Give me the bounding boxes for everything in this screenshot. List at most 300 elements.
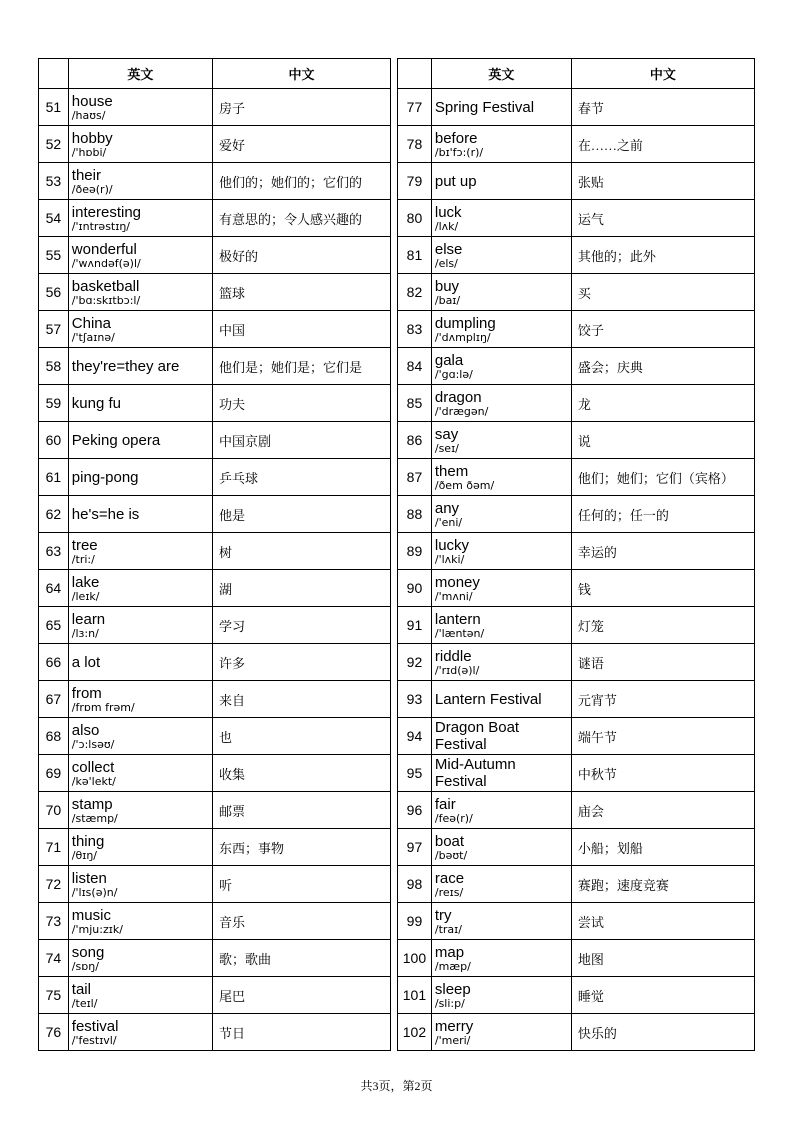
english-word: their [71, 166, 101, 184]
phonetic-transcription: /sli:p/ [434, 996, 465, 1010]
row-number: 78 [398, 126, 432, 163]
phonetic-transcription: /'meri/ [434, 1033, 471, 1047]
english-word-cell [68, 977, 212, 1014]
row-number: 94 [398, 718, 432, 755]
table-row [398, 607, 755, 644]
chinese-meaning: 中秋节 [571, 755, 754, 792]
table-row [398, 385, 755, 422]
table-row [398, 533, 755, 570]
english-word: merry [434, 1017, 474, 1035]
chinese-meaning: 他们的；她们的；它们的 [212, 163, 390, 200]
english-word: listen [71, 869, 107, 887]
english-word: Mid-Autumn Festival [434, 756, 516, 790]
english-word: Dragon Boat Festival [434, 719, 520, 753]
chinese-meaning: 节日 [212, 1014, 390, 1051]
english-column-header: 英文 [431, 59, 571, 89]
english-word: kung fu [71, 394, 122, 412]
english-word-cell [68, 755, 212, 792]
english-word: thing [71, 832, 105, 850]
row-number: 58 [39, 348, 69, 385]
chinese-meaning: 庙会 [571, 792, 754, 829]
chinese-meaning: 歌；歌曲 [212, 940, 390, 977]
english-word-cell [68, 792, 212, 829]
english-word: Spring Festival [434, 98, 535, 116]
english-word: riddle [434, 647, 472, 665]
row-number: 70 [39, 792, 69, 829]
row-number: 56 [39, 274, 69, 311]
row-number: 84 [398, 348, 432, 385]
english-word-cell [431, 681, 571, 718]
row-number: 90 [398, 570, 432, 607]
english-word-cell [431, 126, 571, 163]
english-word-cell [431, 496, 571, 533]
phonetic-transcription: /haʊs/ [71, 108, 106, 122]
row-number: 77 [398, 89, 432, 126]
row-number: 71 [39, 829, 69, 866]
row-number: 76 [39, 1014, 69, 1051]
table-row [398, 644, 755, 681]
english-word-cell [431, 829, 571, 866]
english-word: lucky [434, 536, 470, 554]
phonetic-transcription: /'festɪvl/ [71, 1033, 117, 1047]
phonetic-transcription: /reɪs/ [434, 885, 464, 899]
table-row [39, 977, 391, 1014]
chinese-meaning: 房子 [212, 89, 390, 126]
phonetic-transcription: /'gɑ:lə/ [434, 367, 473, 381]
phonetic-transcription: /lɜ:n/ [71, 626, 99, 640]
english-word: dumpling [434, 314, 496, 332]
row-number: 87 [398, 459, 432, 496]
english-word-cell [431, 866, 571, 903]
table-row [39, 348, 391, 385]
row-number: 51 [39, 89, 69, 126]
chinese-meaning: 中国京剧 [212, 422, 390, 459]
english-word: money [434, 573, 480, 591]
english-word: festival [71, 1017, 119, 1035]
chinese-meaning: 来自 [212, 681, 390, 718]
phonetic-transcription: /ðeə(r)/ [71, 182, 113, 196]
phonetic-transcription: /tri:/ [71, 552, 95, 566]
row-number: 82 [398, 274, 432, 311]
phonetic-transcription: /mæp/ [434, 959, 471, 973]
english-word: dragon [434, 388, 482, 406]
table-row [398, 718, 755, 755]
row-number: 101 [398, 977, 432, 1014]
chinese-meaning: 幸运的 [571, 533, 754, 570]
english-word-cell [431, 200, 571, 237]
table-row [39, 237, 391, 274]
chinese-meaning: 元宵节 [571, 681, 754, 718]
row-number: 81 [398, 237, 432, 274]
english-word: tree [71, 536, 98, 554]
table-row [398, 237, 755, 274]
row-number: 72 [39, 866, 69, 903]
english-word: any [434, 499, 460, 517]
chinese-meaning: 树 [212, 533, 390, 570]
row-number: 100 [398, 940, 432, 977]
table-row [39, 940, 391, 977]
row-number: 60 [39, 422, 69, 459]
english-word: also [71, 721, 100, 739]
row-number: 55 [39, 237, 69, 274]
table-row [39, 311, 391, 348]
row-number: 96 [398, 792, 432, 829]
english-word-cell [68, 496, 212, 533]
row-number: 95 [398, 755, 432, 792]
table-row [39, 200, 391, 237]
english-word: map [434, 943, 465, 961]
table-row [39, 866, 391, 903]
english-word-cell [431, 903, 571, 940]
row-number: 63 [39, 533, 69, 570]
english-word-cell [68, 903, 212, 940]
chinese-meaning: 任何的；任一的 [571, 496, 754, 533]
english-word: Peking opera [71, 431, 161, 449]
english-word-cell [431, 459, 571, 496]
row-number: 79 [398, 163, 432, 200]
phonetic-transcription: /bɪ'fɔ:(r)/ [434, 145, 484, 159]
english-word-cell [68, 940, 212, 977]
english-word-cell [431, 274, 571, 311]
number-column-header [398, 59, 432, 89]
table-row [398, 311, 755, 348]
english-word: lantern [434, 610, 481, 628]
chinese-meaning: 邮票 [212, 792, 390, 829]
row-number: 57 [39, 311, 69, 348]
english-word-cell [431, 348, 571, 385]
english-word: basketball [71, 277, 140, 295]
phonetic-transcription: /leɪk/ [71, 589, 100, 603]
english-word: before [434, 129, 478, 147]
phonetic-transcription: /'eni/ [434, 515, 463, 529]
english-word: a lot [71, 653, 101, 671]
english-word-cell [68, 422, 212, 459]
english-word-cell [68, 718, 212, 755]
chinese-meaning: 听 [212, 866, 390, 903]
phonetic-transcription: /'tʃaɪnə/ [71, 330, 115, 344]
english-word: learn [71, 610, 106, 628]
chinese-meaning: 运气 [571, 200, 754, 237]
english-word: wonderful [71, 240, 137, 258]
phonetic-transcription: /sɒŋ/ [71, 959, 99, 973]
row-number: 65 [39, 607, 69, 644]
english-word-cell [68, 681, 212, 718]
english-word-cell [68, 459, 212, 496]
row-number: 91 [398, 607, 432, 644]
english-word: sleep [434, 980, 471, 998]
chinese-meaning: 许多 [212, 644, 390, 681]
vocabulary-tables [38, 58, 755, 1051]
english-word: he's=he is [71, 505, 140, 523]
number-column-header [39, 59, 69, 89]
row-number: 93 [398, 681, 432, 718]
table-row [39, 422, 391, 459]
english-word-cell [431, 385, 571, 422]
table-row [39, 718, 391, 755]
english-column-header: 英文 [68, 59, 212, 89]
phonetic-transcription: /ðem ðəm/ [434, 478, 495, 492]
chinese-meaning: 有意思的；令人感兴趣的 [212, 200, 390, 237]
phonetic-transcription: /'mju:zɪk/ [71, 922, 123, 936]
vocab-table-left [38, 58, 391, 1051]
header-row [39, 59, 391, 89]
chinese-meaning: 乒乓球 [212, 459, 390, 496]
chinese-meaning: 东西；事物 [212, 829, 390, 866]
table-row [39, 644, 391, 681]
chinese-meaning: 湖 [212, 570, 390, 607]
chinese-meaning: 睡觉 [571, 977, 754, 1014]
english-word: lake [71, 573, 100, 591]
english-word-cell [431, 977, 571, 1014]
chinese-meaning: 音乐 [212, 903, 390, 940]
english-word-cell [431, 422, 571, 459]
english-word: China [71, 314, 111, 332]
table-row [39, 607, 391, 644]
phonetic-transcription: /teɪl/ [71, 996, 98, 1010]
table-row [39, 163, 391, 200]
row-number: 85 [398, 385, 432, 422]
english-word-cell [431, 311, 571, 348]
row-number: 67 [39, 681, 69, 718]
phonetic-transcription: /feə(r)/ [434, 811, 473, 825]
english-word: house [71, 92, 113, 110]
row-number: 61 [39, 459, 69, 496]
chinese-meaning: 龙 [571, 385, 754, 422]
row-number: 73 [39, 903, 69, 940]
table-row [398, 348, 755, 385]
english-word: from [71, 684, 102, 702]
chinese-meaning: 他们；她们；它们（宾格） [571, 459, 754, 496]
row-number: 86 [398, 422, 432, 459]
table-row [39, 274, 391, 311]
english-word: race [434, 869, 465, 887]
english-word: Lantern Festival [434, 690, 542, 708]
english-word-cell [431, 607, 571, 644]
table-row [398, 200, 755, 237]
table-row [398, 940, 755, 977]
table-row [39, 755, 391, 792]
phonetic-transcription: /traɪ/ [434, 922, 462, 936]
english-word: say [434, 425, 459, 443]
table-row [39, 903, 391, 940]
phonetic-transcription: /'lɪs(ə)n/ [71, 885, 118, 899]
chinese-meaning: 他是 [212, 496, 390, 533]
chinese-meaning: 篮球 [212, 274, 390, 311]
chinese-column-header: 中文 [212, 59, 390, 89]
chinese-meaning: 钱 [571, 570, 754, 607]
english-word: ping-pong [71, 468, 139, 486]
table-row [39, 533, 391, 570]
english-word: stamp [71, 795, 113, 813]
phonetic-transcription: /stæmp/ [71, 811, 118, 825]
english-word-cell [68, 644, 212, 681]
chinese-meaning: 赛跑；速度竞赛 [571, 866, 754, 903]
phonetic-transcription: /frɒm frəm/ [71, 700, 135, 714]
phonetic-transcription: /'wʌndəf(ə)l/ [71, 256, 141, 270]
table-row [398, 422, 755, 459]
phonetic-transcription: /'bɑ:skɪtbɔ:l/ [71, 293, 141, 307]
phonetic-transcription: /baɪ/ [434, 293, 461, 307]
table-row [398, 570, 755, 607]
header-row [398, 59, 755, 89]
english-word: collect [71, 758, 115, 776]
phonetic-transcription: /'ɪntrəstɪŋ/ [71, 219, 130, 233]
english-word: song [71, 943, 105, 961]
english-word-cell [431, 533, 571, 570]
english-word-cell [431, 644, 571, 681]
table-row [398, 903, 755, 940]
table-row [398, 1014, 755, 1051]
chinese-meaning: 中国 [212, 311, 390, 348]
table-row [398, 126, 755, 163]
table-row [398, 496, 755, 533]
chinese-meaning: 也 [212, 718, 390, 755]
english-word-cell [431, 718, 571, 755]
row-number: 66 [39, 644, 69, 681]
phonetic-transcription: /lʌk/ [434, 219, 459, 233]
english-word: else [434, 240, 463, 258]
english-word-cell [68, 89, 212, 126]
row-number: 54 [39, 200, 69, 237]
table-row [39, 681, 391, 718]
chinese-meaning: 极好的 [212, 237, 390, 274]
phonetic-transcription: /θɪŋ/ [71, 848, 97, 862]
row-number: 83 [398, 311, 432, 348]
chinese-meaning: 快乐的 [571, 1014, 754, 1051]
table-row [398, 866, 755, 903]
row-number: 98 [398, 866, 432, 903]
chinese-meaning: 其他的；此外 [571, 237, 754, 274]
english-word-cell [68, 126, 212, 163]
english-word-cell [68, 533, 212, 570]
english-word: try [434, 906, 452, 924]
row-number: 92 [398, 644, 432, 681]
english-word-cell [431, 940, 571, 977]
english-word-cell [431, 163, 571, 200]
english-word: they're=they are [71, 357, 180, 375]
english-word-cell [68, 348, 212, 385]
english-word: buy [434, 277, 460, 295]
table-row [398, 829, 755, 866]
english-word-cell [68, 274, 212, 311]
phonetic-transcription: /'mʌni/ [434, 589, 473, 603]
phonetic-transcription: /'hɒbi/ [71, 145, 107, 159]
row-number: 97 [398, 829, 432, 866]
phonetic-transcription: /seɪ/ [434, 441, 459, 455]
chinese-meaning: 功夫 [212, 385, 390, 422]
row-number: 52 [39, 126, 69, 163]
english-word: hobby [71, 129, 113, 147]
table-row [398, 792, 755, 829]
table-row [398, 274, 755, 311]
table-row [39, 829, 391, 866]
english-word: them [434, 462, 469, 480]
vocab-table-right [397, 58, 755, 1051]
english-word-cell [68, 311, 212, 348]
row-number: 69 [39, 755, 69, 792]
english-word-cell [68, 237, 212, 274]
chinese-meaning: 买 [571, 274, 754, 311]
chinese-meaning: 饺子 [571, 311, 754, 348]
row-number: 102 [398, 1014, 432, 1051]
table-row [39, 792, 391, 829]
phonetic-transcription: /'dʌmplɪŋ/ [434, 330, 491, 344]
row-number: 99 [398, 903, 432, 940]
english-word-cell [431, 570, 571, 607]
phonetic-transcription: /'læntən/ [434, 626, 485, 640]
row-number: 88 [398, 496, 432, 533]
english-word: music [71, 906, 111, 924]
phonetic-transcription: /'drægən/ [434, 404, 489, 418]
row-number: 68 [39, 718, 69, 755]
chinese-meaning: 学习 [212, 607, 390, 644]
phonetic-transcription: /'ɔ:lsəʊ/ [71, 737, 115, 751]
english-word-cell [431, 237, 571, 274]
row-number: 64 [39, 570, 69, 607]
table-row [39, 1014, 391, 1051]
chinese-meaning: 在……之前 [571, 126, 754, 163]
phonetic-transcription: /'lʌki/ [434, 552, 465, 566]
english-word: boat [434, 832, 465, 850]
table-row [39, 89, 391, 126]
table-row [398, 459, 755, 496]
row-number: 74 [39, 940, 69, 977]
english-word: interesting [71, 203, 142, 221]
english-word: put up [434, 172, 477, 190]
chinese-meaning: 端午节 [571, 718, 754, 755]
chinese-meaning: 爱好 [212, 126, 390, 163]
phonetic-transcription: /bəʊt/ [434, 848, 468, 862]
phonetic-transcription: /'rɪd(ə)l/ [434, 663, 480, 677]
english-word-cell [68, 829, 212, 866]
english-word-cell [431, 1014, 571, 1051]
chinese-meaning: 他们是；她们是；它们是 [212, 348, 390, 385]
phonetic-transcription: /kə'lekt/ [71, 774, 116, 788]
english-word: luck [434, 203, 462, 221]
english-word-cell [431, 755, 571, 792]
table-row [39, 385, 391, 422]
row-number: 59 [39, 385, 69, 422]
chinese-column-header: 中文 [571, 59, 754, 89]
table-row [39, 126, 391, 163]
table-row [398, 977, 755, 1014]
chinese-meaning: 地图 [571, 940, 754, 977]
english-word: tail [71, 980, 91, 998]
chinese-meaning: 小船；划船 [571, 829, 754, 866]
chinese-meaning: 尾巴 [212, 977, 390, 1014]
chinese-meaning: 说 [571, 422, 754, 459]
table-row [398, 163, 755, 200]
english-word-cell [431, 89, 571, 126]
table-row [398, 681, 755, 718]
table-row [39, 496, 391, 533]
chinese-meaning: 张贴 [571, 163, 754, 200]
phonetic-transcription: /els/ [434, 256, 458, 270]
row-number: 75 [39, 977, 69, 1014]
chinese-meaning: 尝试 [571, 903, 754, 940]
english-word-cell [68, 570, 212, 607]
row-number: 62 [39, 496, 69, 533]
english-word-cell [68, 385, 212, 422]
table-row [398, 755, 755, 792]
table-row [39, 459, 391, 496]
english-word-cell [68, 607, 212, 644]
chinese-meaning: 灯笼 [571, 607, 754, 644]
english-word: gala [434, 351, 464, 369]
chinese-meaning: 收集 [212, 755, 390, 792]
english-word-cell [431, 792, 571, 829]
chinese-meaning: 谜语 [571, 644, 754, 681]
